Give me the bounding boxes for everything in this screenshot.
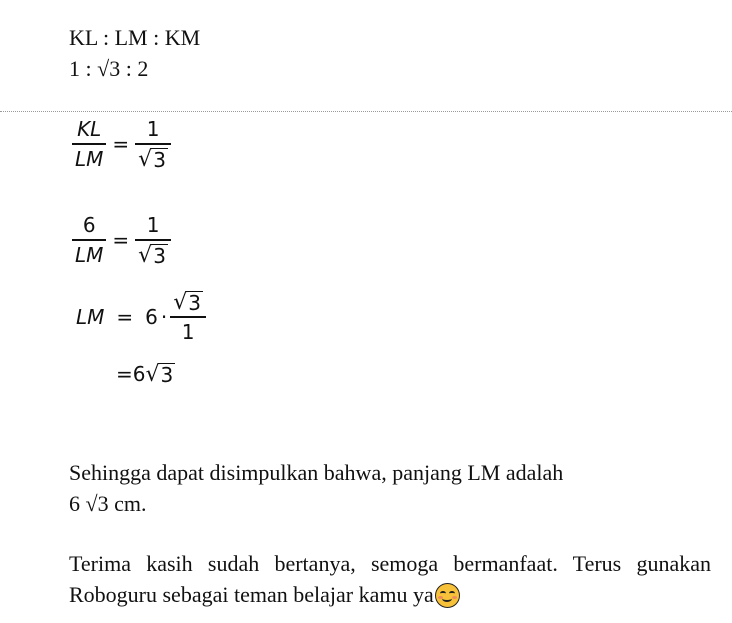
sqrt-expression: √ 3: [173, 290, 202, 315]
fraction-1-over-sqrt3: 1 √ 3: [135, 117, 171, 171]
sqrt-expression: √ 3: [145, 361, 174, 387]
sqrt-expression: √ 3: [138, 146, 166, 172]
sqrt-symbol: √: [85, 491, 98, 516]
fraction-1-over-sqrt3: 1 √ 3: [135, 213, 171, 267]
closing-paragraph: Terima kasih sudah bertanya, semoga bermanfaat. Terus gunakan Roboguru sebagai teman belajar kamu ya: [69, 551, 711, 607]
equation-step-4: = 6 √ 3: [116, 361, 174, 387]
conclusion-paragraph: Sehingga dapat disimpulkan bahwa, panjang LM adalah 6 √3 cm.: [69, 457, 711, 519]
ratio-values: 1 : √3 : 2: [69, 56, 149, 81]
conclusion-value: 6 √3 cm.: [69, 491, 147, 516]
ratio-block: [69, 22, 200, 84]
fraction-6-over-lm: $\frac{6}{LM}$: [72, 213, 106, 267]
dotted-divider: [0, 111, 732, 112]
equation-step-1: $\frac{KL}{LM}$ = 1 √ 3: [72, 117, 171, 171]
sqrt-expression: √ 3: [138, 242, 166, 268]
fraction-sqrt3-over-1: √ 3 1: [170, 290, 206, 344]
sqrt-symbol: √: [97, 56, 110, 81]
equation-step-3: LM = 6 · √ 3 1: [76, 290, 206, 344]
equation-step-2: $\frac{6}{LM}$ = 1 √ 3: [72, 213, 171, 267]
fraction-kl-over-lm: $\frac{KL}{LM}$: [72, 117, 106, 171]
smiling-face-icon: [435, 583, 460, 608]
ratio-header: KL : LM : KM: [69, 25, 201, 50]
